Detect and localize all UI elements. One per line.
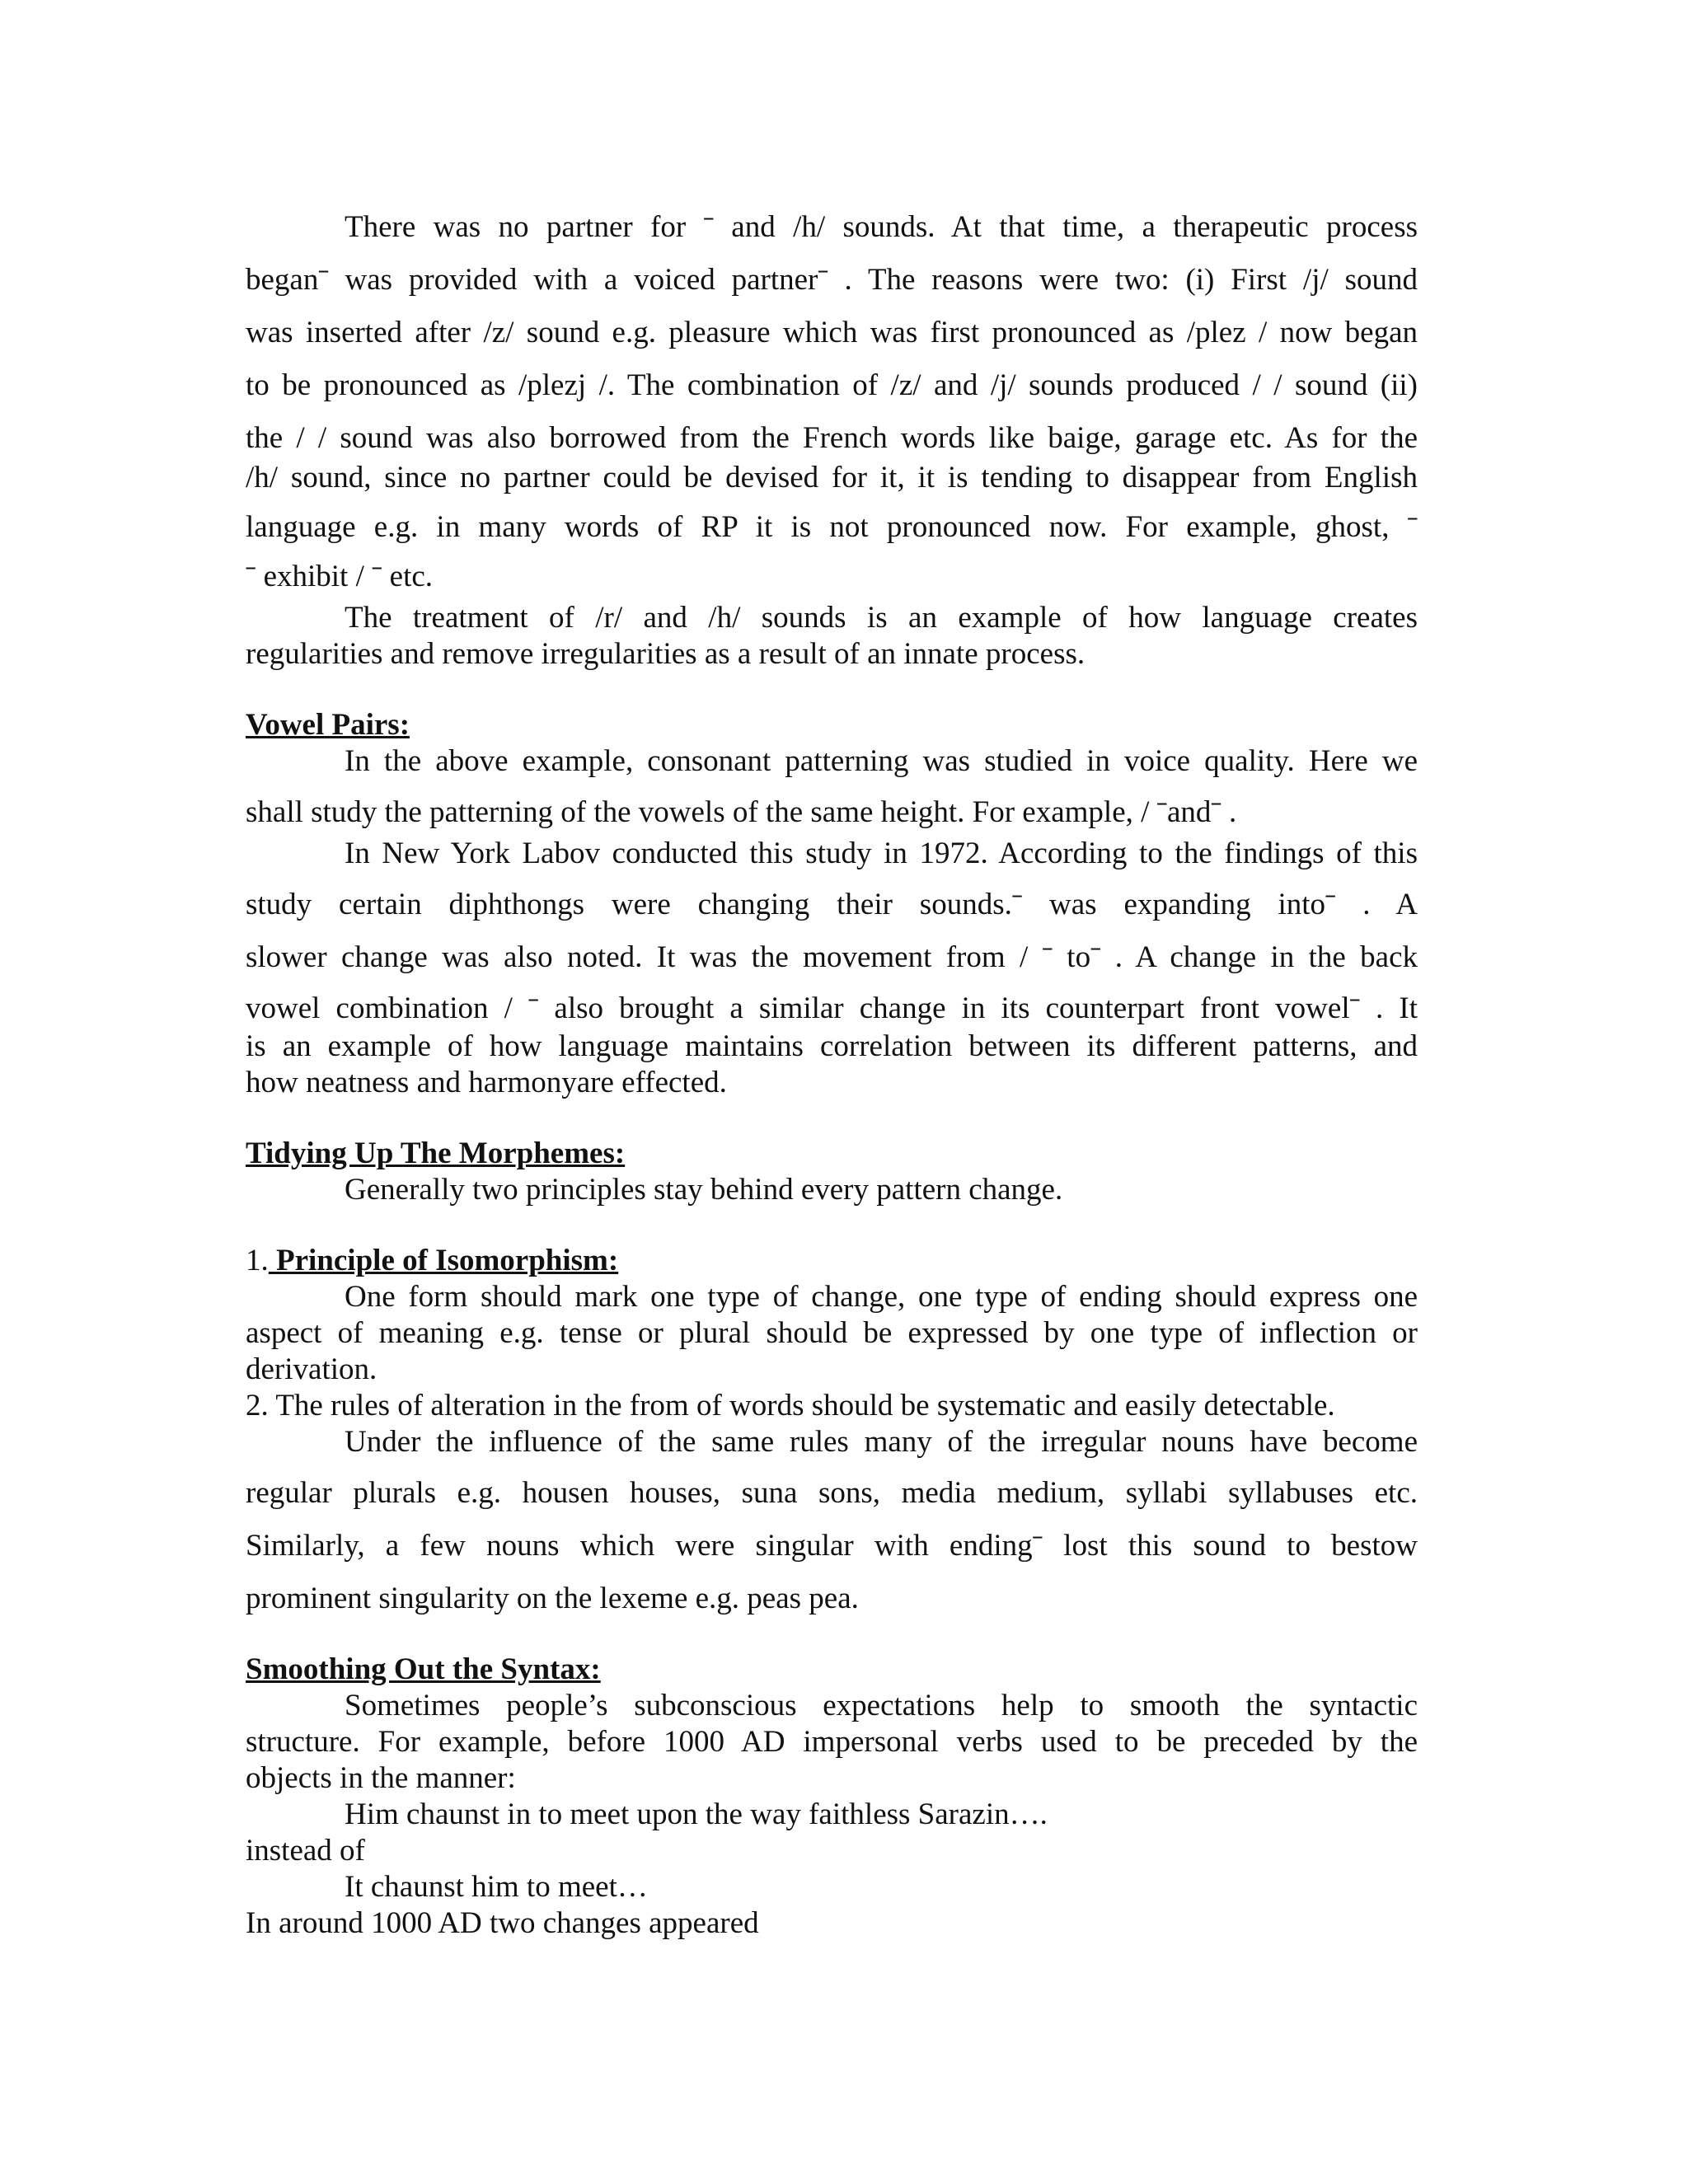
paragraph-line: Similarly, a few nouns which were singular with endingˉ lost this sound to bestow [246,1529,1418,1563]
paragraph-line: to be pronounced as /plezj /. The combination of /z/ and /j/ sounds produced / / sound (ii) [246,368,1418,402]
paragraph-line: how neatness and harmonyare effected. [246,1066,727,1099]
section-heading-syntax: Smoothing Out the Syntax: [246,1652,601,1686]
paragraph-line: structure. For example, before 1000 AD impersonal verbs used to be preceded by the [246,1725,1418,1759]
paragraph-line: /h/ sound, since no partner could be devised for it, it is tending to disappear from English [246,461,1418,494]
paragraph-line: shall study the patterning of the vowels of the same height. For example, / ˉandˉ . [246,795,1237,829]
paragraph-line: One form should mark one type of change, one type of ending should express one [345,1280,1418,1314]
principle-number: 1. [246,1244,269,1277]
paragraph-line: beganˉ was provided with a voiced partnerˉ . The reasons were two: (i) First /j/ sound [246,263,1418,297]
paragraph-line: slower change was also noted. It was the movement from / ˉ toˉ . A change in the back [246,940,1418,974]
example-line: It chaunst him to meet… [345,1870,648,1904]
paragraph-line: Generally two principles stay behind every pattern change. [345,1173,1063,1207]
paragraph-line: is an example of how language maintains correlation between its different patterns, and [246,1029,1418,1063]
paragraph-line: There was no partner for ˉ and /h/ sounds. At that time, a therapeutic process [345,210,1418,244]
paragraph-line: instead of [246,1834,365,1868]
paragraph-line: objects in the manner: [246,1761,516,1795]
paragraph-line: study certain diphthongs were changing their sounds.ˉ was expanding intoˉ . A [246,888,1418,921]
paragraph-line: vowel combination / ˉ also brought a similar change in its counterpart front vowelˉ . It [246,991,1418,1025]
paragraph-line: In the above example, consonant patterning was studied in voice quality. Here we [345,744,1418,778]
paragraph-line: The treatment of /r/ and /h/ sounds is an example of how language creates [345,601,1418,635]
paragraph-line: was inserted after /z/ sound e.g. pleasure which was first pronounced as /plez / now began [246,316,1418,349]
paragraph-line: In New York Labov conducted this study in 1972. According to the findings of this [345,837,1418,870]
paragraph-line: Sometimes people’s subconscious expectations help to smooth the syntactic [345,1689,1418,1722]
section-heading-vowel-pairs: Vowel Pairs: [246,708,410,742]
paragraph-line: ˉ exhibit / ˉ etc. [246,560,434,593]
paragraph-line: In around 1000 AD two changes appeared [246,1906,759,1940]
paragraph-line: language e.g. in many words of RP it is not pronounced now. For example, ghost, ˉ [246,510,1418,544]
paragraph-line: regular plurals e.g. housen houses, suna sons, media medium, syllabi syllabuses etc. [246,1476,1418,1510]
section-heading-morphemes: Tidying Up The Morphemes: [246,1137,626,1170]
principle-heading [246,1243,618,1279]
paragraph-line: 2. The rules of alteration in the from of words should be systematic and easily detectable. [246,1389,1335,1422]
paragraph-line: prominent singularity on the lexeme e.g. peas pea. [246,1582,859,1615]
paragraph-line: regularities and remove irregularities as a result of an innate process. [246,637,1085,671]
paragraph-line: derivation. [246,1352,377,1386]
paragraph-line: Under the influence of the same rules many of the irregular nouns have become [345,1425,1418,1459]
example-line: Him chaunst in to meet upon the way faithless Sarazin…. [345,1797,1048,1831]
paragraph-line: aspect of meaning e.g. tense or plural should be expressed by one type of inflection or [246,1316,1418,1350]
principle-title: Principle of Isomorphism: [268,1244,619,1277]
paragraph-line: the / / sound was also borrowed from the French words like baige, garage etc. As for the [246,421,1418,455]
